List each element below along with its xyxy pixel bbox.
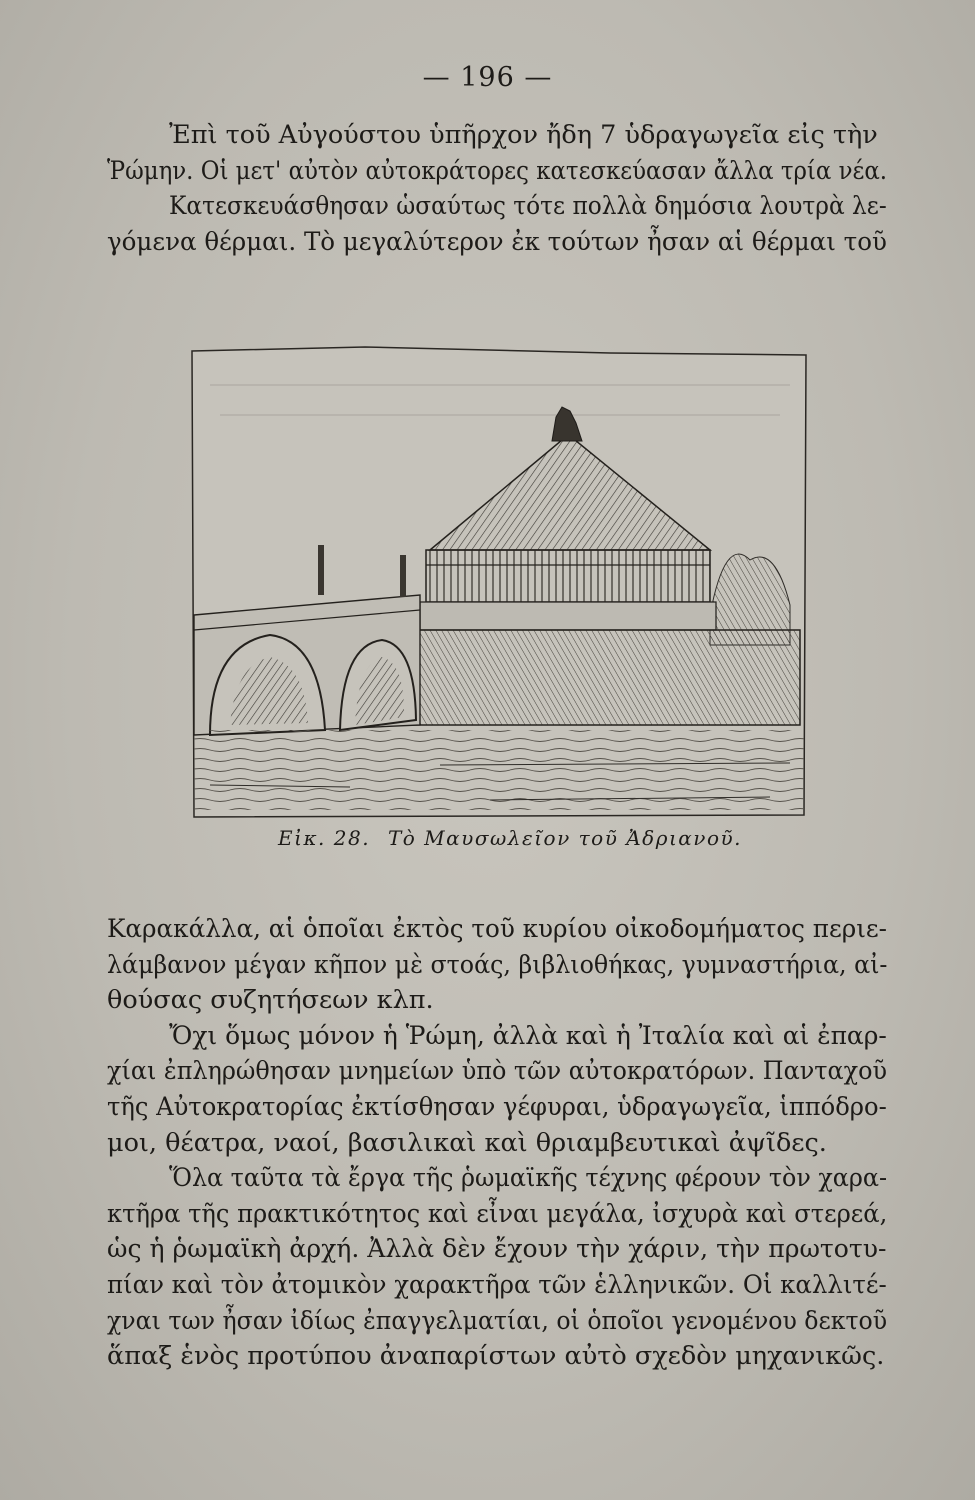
text-line: θούσας συζητήσεων κλπ.	[107, 985, 434, 1016]
mausoleum-engraving-image	[190, 345, 810, 821]
text-line: Κατεσκευάσθησαν ὡσαύτως τότε πολλὰ δημόσια λουτρὰ λε-	[169, 191, 887, 222]
text-line: κτῆρα τῆς πρακτικότητος καὶ εἶναι μεγάλα, ἰσχυρὰ καὶ στερεά,	[107, 1198, 888, 1229]
text-line: Ῥώμην. Οἱ μετ' αὐτὸν αὐτοκράτορες κατεσκεύασαν ἄλλα τρία νέα.	[107, 155, 888, 186]
text-line: Καρακάλλα, αἱ ὁποῖαι ἐκτὸς τοῦ κυρίου οἰκοδομήματος περιε-	[107, 914, 888, 944]
text-line: χίαι ἐπληρώθησαν μνημείων ὑπὸ τῶν αὐτοκρατόρων. Πανταχοῦ	[107, 1056, 887, 1087]
text-line: πίαν καὶ τὸν ἀτομικὸν χαρακτῆρα τῶν ἑλληνικῶν. Οἱ καλλιτέ-	[107, 1269, 887, 1300]
paragraph	[107, 1019, 887, 1161]
paragraph	[107, 912, 887, 1019]
text-line: Ὅλα ταῦτα τὰ ἔργα τῆς ῥωμαϊκῆς τέχνης φέρουν τὸν χαρα-	[169, 1163, 888, 1194]
figure-caption	[278, 826, 752, 850]
text-line: λάμβανον μέγαν κῆπον μὲ στοάς, βιβλιοθήκας, γυμναστήρια, αἰ-	[107, 949, 888, 980]
figure-number: Εἰκ. 28.	[278, 826, 371, 850]
bottom-text	[107, 912, 887, 1375]
text-line: ὡς ἡ ῥωμαϊκὴ ἀρχή. Ἀλλὰ δὲν ἔχουν τὴν χάριν, τὴν πρωτοτυ-	[107, 1234, 887, 1265]
paragraph	[107, 1161, 887, 1375]
text-line: ἅπαξ ἑνὸς προτύπου ἀναπαρίστων αὐτὸ σχεδὸν μηχανικῶς.	[107, 1341, 885, 1372]
text-line: Ὄχι ὅμως μόνον ἡ Ῥώμη, ἀλλὰ καὶ ἡ Ἰταλία καὶ αἱ ἐπαρ-	[169, 1020, 887, 1051]
page-number: — 196 —	[422, 62, 553, 93]
top-paragraph	[107, 118, 887, 260]
text-line: γόμενα θέρμαι. Τὸ μεγαλύτερον ἐκ τούτων ἦσαν αἱ θέρμαι τοῦ	[107, 226, 887, 257]
figure-caption-text: Τὸ Μαυσωλεῖον τοῦ Ἀδριανοῦ.	[387, 826, 743, 850]
text-line: Ἐπὶ τοῦ Αὐγούστου ὑπῆρχον ἤδη 7 ὑδραγωγεῖα εἰς τὴν	[169, 120, 878, 150]
text-line: τῆς Αὐτοκρατορίας ἐκτίσθησαν γέφυραι, ὑδραγωγεῖα, ἱππόδρο-	[107, 1091, 887, 1122]
text-line: χναι των ἦσαν ἰδίως ἐπαγγελματίαι, οἱ ὁποῖοι γενομένου δεκτοῦ	[107, 1305, 888, 1336]
text-line: μοι, θέατρα, ναοί, βασιλικαὶ καὶ θριαμβευτικαὶ ἀψῖδες.	[107, 1127, 827, 1158]
